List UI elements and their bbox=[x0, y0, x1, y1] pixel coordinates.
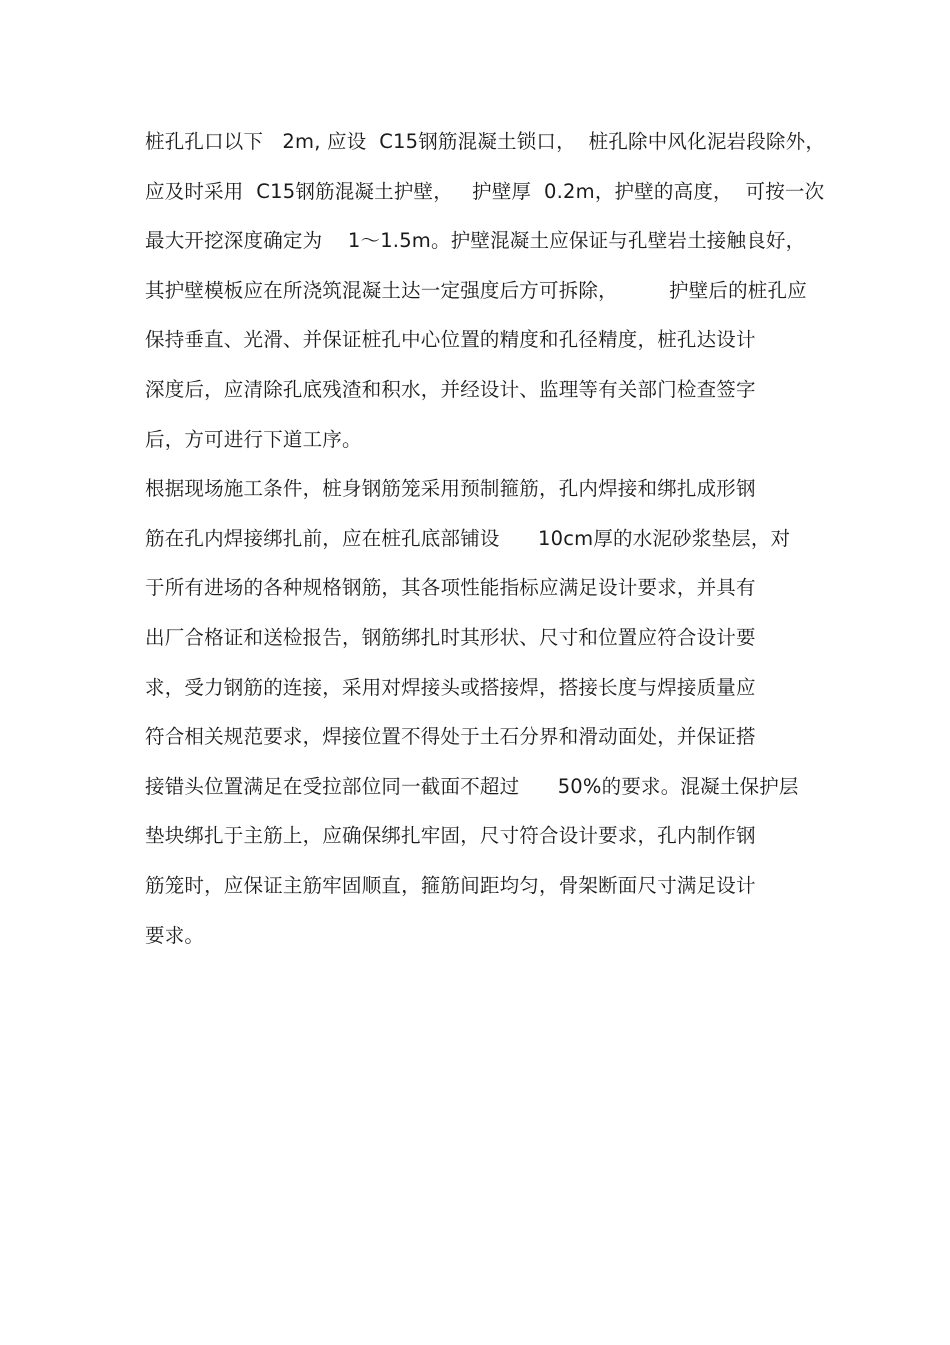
text-line: 筋笼时，应保证主筋牢固顺直，箍筋间距均匀，骨架断面尺寸满足设计 bbox=[145, 873, 756, 897]
text-line: 于所有进场的各种规格钢筋，其各项性能指标应满足设计要求，并具有 bbox=[145, 576, 756, 600]
text-line: 应及时采用 C15钢筋混凝土护壁， 护壁厚 0.2m，护壁的高度， 可按一次 bbox=[145, 179, 825, 203]
text-line: 筋在孔内焊接绑扎前，应在桩孔底部铺设 10cm厚的水泥砂浆垫层，对 bbox=[145, 526, 791, 550]
text-line: 保持垂直、光滑、并保证桩孔中心位置的精度和孔径精度，桩孔达设计 bbox=[145, 328, 756, 352]
text-line: 出厂合格证和送检报告，钢筋绑扎时其形状、尺寸和位置应符合设计要 bbox=[145, 625, 756, 649]
text-line: 符合相关规范要求，焊接位置不得处于土石分界和滑动面处，并保证搭 bbox=[145, 725, 756, 749]
text-line: 最大开挖深度确定为 1～1.5m。护壁混凝土应保证与孔壁岩土接触良好， bbox=[145, 229, 806, 253]
text-line: 桩孔孔口以下 2m, 应设 C15钢筋混凝土锁口， 桩孔除中风化泥岩段除外， bbox=[145, 130, 826, 153]
text-line: 根据现场施工条件，桩身钢筋笼采用预制箍筋，孔内焊接和绑扎成形钢 bbox=[145, 477, 756, 501]
text-line: 后，方可进行下道工序。 bbox=[145, 427, 362, 451]
text-line: 要求。 bbox=[145, 923, 205, 947]
text-line: 垫块绑扎于主筋上，应确保绑扎牢固，尺寸符合设计要求，孔内制作钢 bbox=[145, 824, 756, 848]
text-line: 求，受力钢筋的连接，采用对焊接头或搭接焊，搭接长度与焊接质量应 bbox=[145, 675, 756, 699]
text-line: 其护壁模板应在所浇筑混凝土达一定强度后方可拆除， 护壁后的桩孔应 bbox=[145, 278, 807, 302]
text-line: 深度后，应清除孔底残渣和积水，并经设计、监理等有关部门检查签字 bbox=[145, 377, 756, 401]
body-text bbox=[145, 124, 845, 967]
text-line: 接错头位置满足在受拉部位同一截面不超过 50%的要求。混凝土保护层 bbox=[145, 774, 799, 798]
